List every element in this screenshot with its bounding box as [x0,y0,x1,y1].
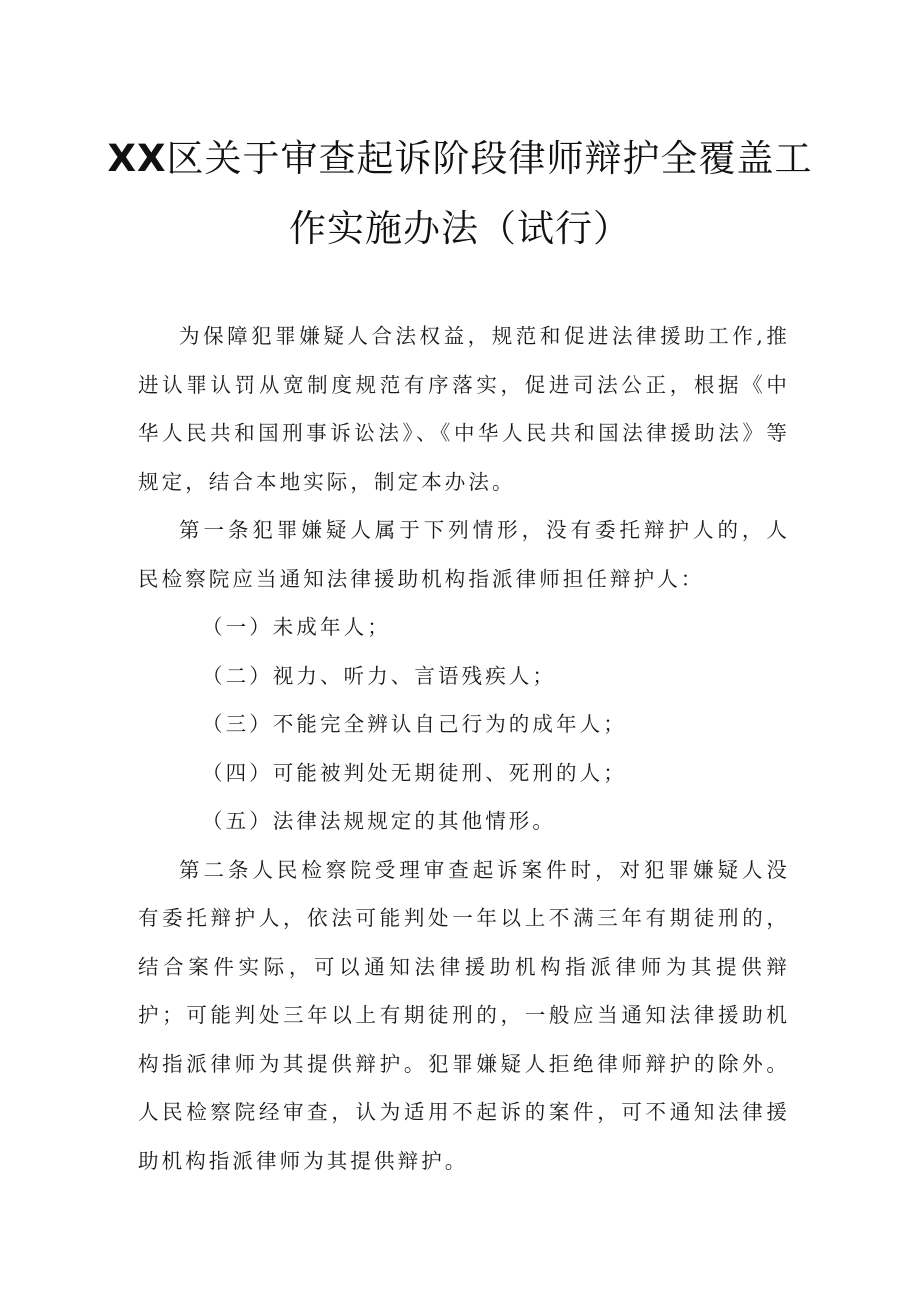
title-line-1-text: 区关于审查起诉阶段律师辩护全覆盖工 [166,137,813,180]
article-1-paragraph: 第一条犯罪嫌疑人属于下列情形，没有委托辩护人的，人民检察院应当通知法律援助机构指派律师担任辩护人： [138,518,790,591]
preamble-paragraph: 为保障犯罪嫌疑人合法权益，规范和促进法律援助工作,推进认罪认罚从宽制度规范有序落实，促进司法公正，根据《中华人民共和国刑事诉讼法》、《中华人民共和国法律援助法》等规定，结合本地实际，制定本办法。 [138,324,790,494]
list-item: （四）可能被判处无期徒刑、死刑的人； [202,760,627,785]
document-title-line-1 [100,128,820,182]
document-body [138,312,790,1185]
list-item: （三）不能完全辨认自己行为的成年人； [202,712,627,736]
list-item: （二）视力、听力、言语残疾人； [202,663,556,688]
list-item: （五）法律法规规定的其他情形。 [202,809,556,833]
title-prefix: XX [107,137,167,180]
article-2-paragraph: 第二条人民检察院受理审查起诉案件时，对犯罪嫌疑人没有委托辩护人，依法可能判处一年以上不满三年有期徒刑的，结合案件实际，可以通知法律援助机构指派律师为其提供辩护；可能判处三年以上有期徒刑的，一般应当通知法律援助机构指派律师为其提供辩护。犯罪嫌疑人拒绝律师辩护的除外。人民检察院经审查，认为适用不起诉的案件，可不通知法律援助机构指派律师为其提供辩护。 [138,857,790,1173]
list-item: （一）未成年人； [202,615,391,639]
document-title-line-2: 作实施办法（试行） [289,207,631,250]
